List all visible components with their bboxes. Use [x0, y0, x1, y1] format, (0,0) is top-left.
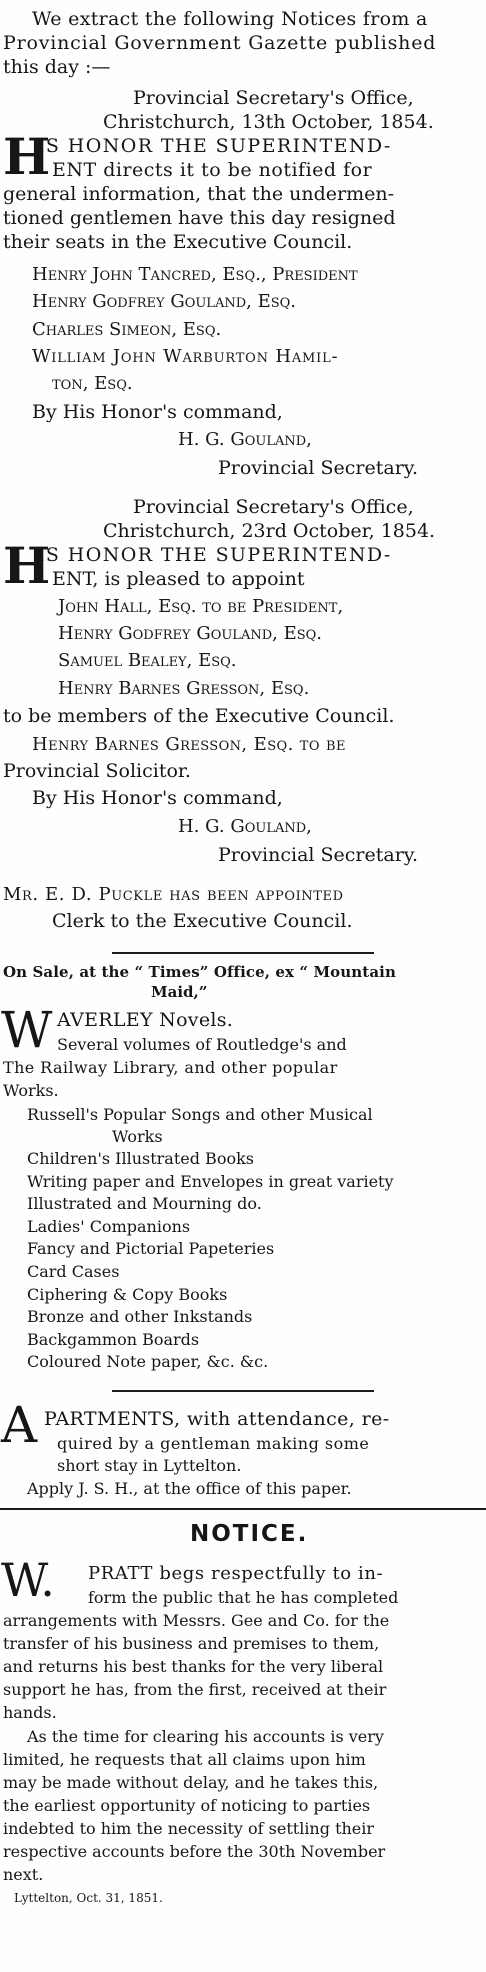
name-line: William John Warburton Hamil-: [32, 346, 339, 367]
signature: H. G. Gouland,: [178, 816, 312, 837]
body-line: IS HONOR THE SUPERINTEND-: [37, 544, 392, 566]
notice-line: indebted to him the necessity of settling their: [3, 1819, 375, 1838]
sale-body-line: Several volumes of Routledge's and: [57, 1035, 347, 1054]
notice-line: limited, he requests that all claims upon him: [3, 1750, 366, 1769]
sale-heading: Maid,”: [151, 983, 208, 1001]
body-line: IS HONOR THE SUPERINTEND-: [37, 135, 392, 157]
divider-rule: [112, 952, 374, 954]
sale-item: Bronze and other Inkstands: [27, 1307, 253, 1326]
command-line: By His Honor's command,: [32, 787, 283, 809]
sale-body-line: The Railway Library, and other popular: [3, 1058, 338, 1077]
appointment-line: Clerk to the Executive Council.: [52, 910, 353, 932]
sale-item: Card Cases: [27, 1262, 120, 1281]
sale-body-line: Works.: [3, 1081, 59, 1100]
name-line: Charles Simeon, Esq.: [32, 319, 222, 340]
sale-item: Ciphering & Copy Books: [27, 1285, 228, 1304]
notice-line: hands.: [3, 1703, 57, 1722]
drop-capital: A: [1, 1396, 38, 1454]
sale-item: Ladies' Companions: [27, 1217, 191, 1236]
command-line: By His Honor's command,: [32, 401, 283, 423]
notice-line: respective accounts before the 30th November: [3, 1842, 386, 1861]
signature: H. G. Gouland,: [178, 429, 312, 450]
notice-line: next.: [3, 1865, 44, 1884]
notice-line: support he has, from the first, received at their: [3, 1680, 387, 1699]
solicitor-line: Provincial Solicitor.: [3, 760, 191, 782]
body-line: tioned gentlemen have this day resigned: [3, 207, 396, 229]
drop-capital: W.: [1, 1553, 55, 1607]
closing-line: to be members of the Executive Council.: [3, 705, 395, 727]
drop-capital: W: [1, 1001, 53, 1059]
name-line: Henry Godfrey Gouland, Esq.: [32, 291, 296, 312]
sale-item: Backgammon Boards: [27, 1330, 200, 1349]
body-line: their seats in the Executive Council.: [3, 231, 353, 253]
apartments-line: Apply J. S. H., at the office of this paper.: [27, 1479, 352, 1498]
drop-capital: H: [3, 536, 51, 595]
dateline: Christchurch, 13th October, 1854.: [103, 111, 434, 133]
notice-line: PRATT begs respectfully to in-: [88, 1563, 384, 1584]
sale-item: Illustrated and Mourning do.: [27, 1194, 262, 1213]
name-line: John Hall, Esq. to be President,: [58, 596, 344, 617]
divider-rule: [112, 1390, 374, 1392]
notice-line: transfer of his business and premises to them,: [3, 1634, 380, 1653]
office-heading: Provincial Secretary's Office,: [133, 496, 414, 518]
signature-role: Provincial Secretary.: [218, 457, 419, 479]
intro-line: Provincial Government Gazette published: [3, 32, 437, 54]
drop-capital: H: [3, 127, 51, 186]
sale-heading: On Sale, at the “ Times” Office, ex “ Mountain: [3, 963, 396, 981]
notice-line: and returns his best thanks for the very liberal: [3, 1657, 384, 1676]
notice-line: may be made without delay, and he takes this,: [3, 1773, 379, 1792]
appointment-line: Mr. E. D. Puckle has been appointed: [3, 884, 344, 905]
name-line: ton, Esq.: [52, 373, 133, 394]
notice-line: As the time for clearing his accounts is very: [27, 1727, 384, 1746]
body-line: ENT, is pleased to appoint: [52, 568, 305, 590]
sale-item: Works: [112, 1127, 163, 1146]
divider-rule: [0, 1508, 486, 1510]
body-line: general information, that the undermen-: [3, 183, 395, 205]
dateline: Christchurch, 23rd October, 1854.: [103, 520, 436, 542]
name-line: Henry Godfrey Gouland, Esq.: [58, 623, 322, 644]
notice-line: form the public that he has completed: [88, 1588, 399, 1607]
intro-line: this day :—: [3, 56, 111, 78]
notice-dateline: Lyttelton, Oct. 31, 1851.: [14, 1891, 163, 1905]
name-line: Henry John Tancred, Esq., President: [32, 264, 358, 285]
office-heading: Provincial Secretary's Office,: [133, 87, 414, 109]
apartments-line: PARTMENTS, with attendance, re-: [44, 1408, 390, 1430]
notice-line: the earliest opportunity of noticing to parties: [3, 1796, 371, 1815]
name-line: Samuel Bealey, Esq.: [58, 650, 237, 671]
sale-item: Fancy and Pictorial Papeteries: [27, 1239, 275, 1258]
solicitor-line: Henry Barnes Gresson, Esq. to be: [32, 734, 346, 755]
notice-line: arrangements with Messrs. Gee and Co. for the: [3, 1611, 390, 1630]
sale-item: Writing paper and Envelopes in great variety: [27, 1172, 394, 1191]
sale-body-line: AVERLEY Novels.: [57, 1009, 234, 1031]
sale-item: Children's Illustrated Books: [27, 1149, 254, 1168]
body-line: ENT directs it to be notified for: [52, 159, 373, 181]
notice-heading: NOTICE.: [190, 1521, 309, 1547]
apartments-line: short stay in Lyttelton.: [57, 1456, 242, 1475]
sale-item: Russell's Popular Songs and other Musical: [27, 1105, 373, 1124]
intro-line: We extract the following Notices from a: [32, 8, 428, 30]
name-line: Henry Barnes Gresson, Esq.: [58, 678, 310, 699]
apartments-line: quired by a gentleman making some: [57, 1434, 370, 1453]
sale-item: Coloured Note paper, &c. &c.: [27, 1352, 269, 1371]
signature-role: Provincial Secretary.: [218, 844, 419, 866]
